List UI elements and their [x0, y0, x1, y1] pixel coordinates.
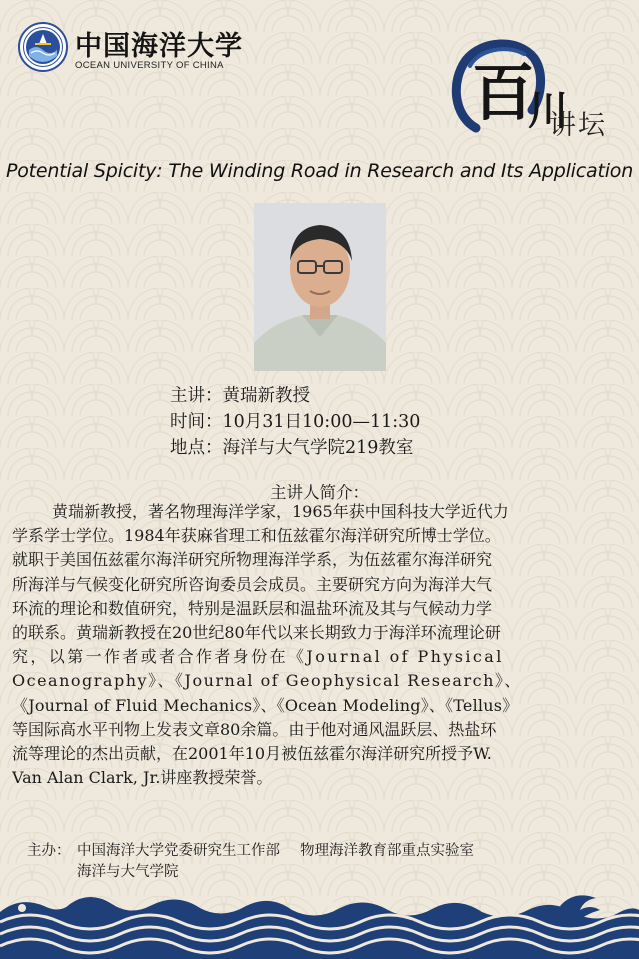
speaker-photo: [254, 203, 386, 371]
bio-line: 《Journal of Fluid Mechanics》、《Ocean Modeling》、《Tellus》: [12, 695, 519, 715]
time-line: 时间：10月31日10:00—11:30: [170, 412, 421, 432]
bio-line: Van Alan Clark, Jr.讲座教授荣誉。: [12, 768, 273, 788]
bio-line: 所海洋与气候变化研究所咨询委员会成员。主要研究方向为海洋大气: [12, 574, 493, 594]
logo-english-name: OCEAN UNIVERSITY OF CHINA: [75, 60, 224, 71]
place-line: 地点：海洋与大气学院219教室: [170, 438, 414, 458]
brand-char-chuan: 川: [528, 87, 569, 134]
brand-char-bai: 百: [472, 56, 535, 129]
bio-line: 学系学士学位。1984年获麻省理工和伍兹霍尔海洋研究所博士学位。: [12, 526, 501, 546]
lecture-info: [170, 383, 420, 461]
bottom-wave-decoration: [0, 892, 639, 959]
bio-line: 就职于美国伍兹霍尔海洋研究所物理海洋学系，为伍兹霍尔海洋研究: [12, 550, 493, 570]
speaker-line: 主讲：黄瑞新教授: [170, 386, 310, 406]
host-label: 主办：: [27, 843, 71, 859]
bio-line: 黄瑞新教授，著名物理海洋学家，1965年获中国科技大学近代力: [52, 502, 509, 521]
bio-heading: 主讲人简介：: [270, 483, 369, 502]
speaker-portrait-image: [254, 203, 386, 371]
university-logo: [18, 22, 278, 82]
bio-line: 环流的理论和数值研究，特别是温跃层和温盐环流及其与气候动力学: [12, 598, 493, 618]
lecture-title: Potential Spicity: The Winding Road in Research and Its Application: [5, 160, 634, 182]
host-organizers: [27, 841, 474, 883]
brand-subtitle: 讲坛: [549, 110, 607, 141]
university-seal-icon: [18, 22, 68, 72]
bio-line: 等国际高水平刊物上发表文章80余篇。由于他对通风温跃层、热盐环: [12, 719, 497, 739]
bio-line: 流等理论的杰出贡献，在2001年10月被伍兹霍尔海洋研究所授予W.: [12, 744, 492, 764]
host-org-2: 物理海洋教育部重点实验室: [300, 843, 474, 859]
logo-chinese-name: 中国海洋大学: [75, 31, 243, 62]
lecture-series-brand: [448, 36, 628, 156]
bio-line: 究，以第一作者或者合作者身份在《Journal of Physical: [12, 647, 504, 667]
bio-line: Oceanography》、《Journal of Geophysical Research》、: [12, 671, 522, 691]
host-org-3: 海洋与大气学院: [77, 864, 179, 880]
host-org-1: 中国海洋大学党委研究生工作部: [77, 843, 280, 859]
speaker-bio: [12, 500, 628, 790]
bio-line: 的联系。黄瑞新教授在20世纪80年代以来长期致力于海洋环流理论研: [12, 623, 501, 643]
